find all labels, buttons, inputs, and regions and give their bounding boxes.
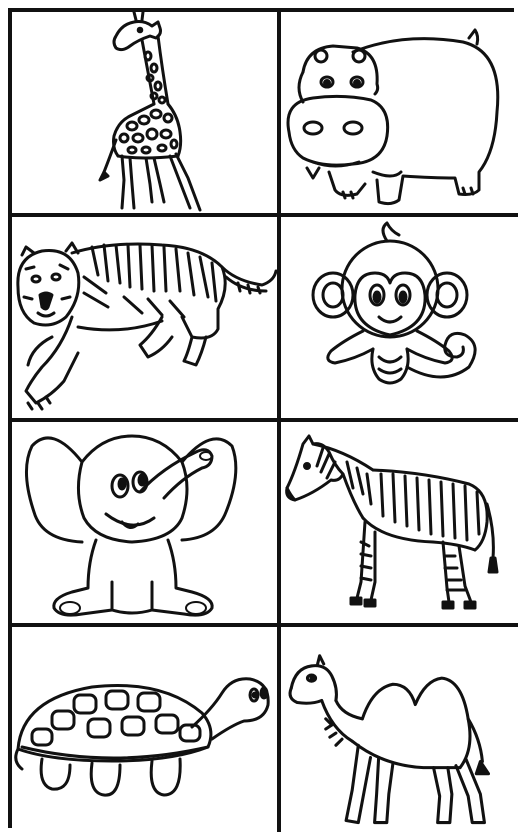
animal-grid xyxy=(8,8,514,828)
giraffe-icon xyxy=(12,12,277,213)
elephant-icon xyxy=(12,422,277,623)
cell-elephant xyxy=(12,422,281,627)
monkey-icon xyxy=(281,217,518,418)
cell-hippo xyxy=(281,12,518,217)
cell-turtle xyxy=(12,627,281,832)
camel-icon xyxy=(281,627,518,832)
cell-monkey xyxy=(281,217,518,422)
hippo-icon xyxy=(281,12,518,213)
cell-zebra xyxy=(281,422,518,627)
cell-giraffe xyxy=(12,12,281,217)
cell-camel xyxy=(281,627,518,832)
turtle-icon xyxy=(12,627,277,832)
cell-tiger xyxy=(12,217,281,422)
tiger-icon xyxy=(12,217,277,418)
zebra-icon xyxy=(281,422,518,623)
